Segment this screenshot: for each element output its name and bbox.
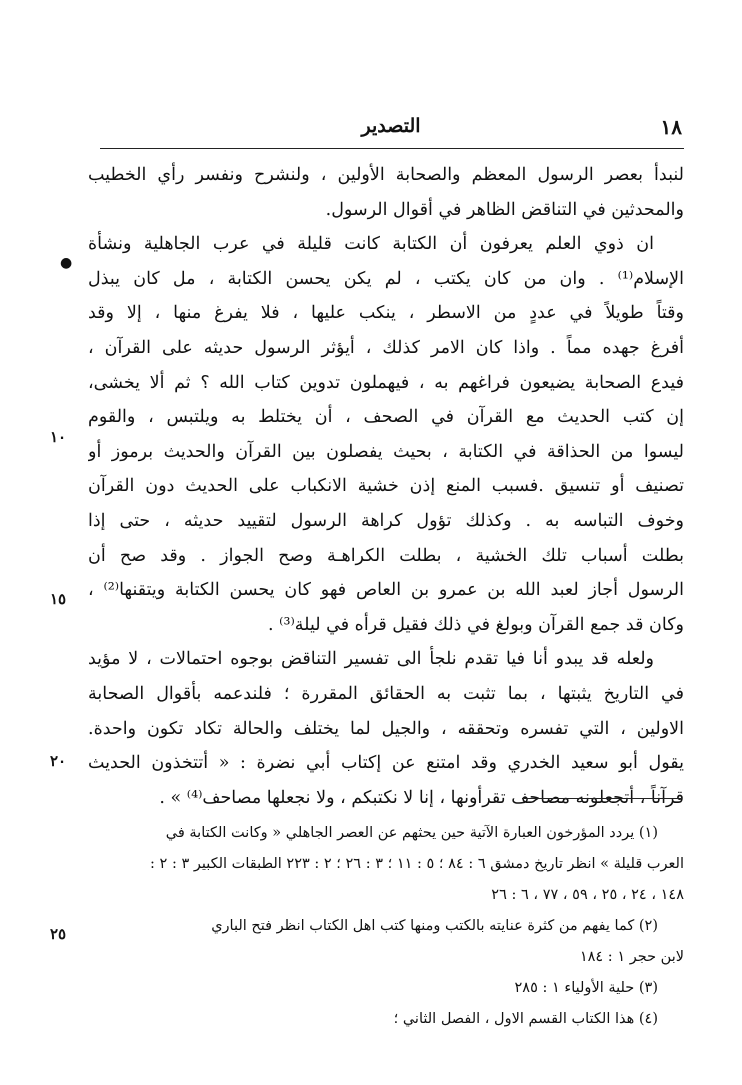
footnote-line: ١٤٨ ، ٢٤ ، ٢٥ ، ٥٩ ، ٧٧ ، ٦ : ٢٦: [491, 887, 684, 903]
body-line: الاولين ، التي تفسره وتحققه ، والجيل لما يختلف والحالة تكاد تكون واحدة.: [88, 718, 684, 739]
body-line: والمحدثين في التناقض الظاهر في أقوال الرسول.: [325, 199, 684, 220]
footnote-rule: [522, 798, 682, 799]
footnote-line: لابن حجر ١ : ١٨٤: [579, 949, 684, 965]
body-line: لنبدأ بعصر الرسول المعظم والصحابة الأولين ، ولنشرح ونفسر رأي الخطيب: [88, 165, 684, 185]
margin-line-number: ٢٠: [50, 752, 67, 770]
body-line: ان ذوي العلم يعرفون أن الكتابة كانت قليلة في عرب الجاهلية ونشأة: [88, 234, 654, 255]
footnote-line: (٣) حلية الأولياء ١ : ٢٨٥: [514, 980, 658, 996]
body-line: أفرغ جهده مماً . واذا كان الامر كذلك ، أيؤثر الرسول حديثه على القرآن ،: [88, 337, 684, 358]
margin-line-number: ٢٥: [50, 925, 67, 943]
page-number: ١٨: [660, 115, 682, 139]
body-line: إن كتب الحديث مع القرآن في الصحف ، أن يختلط به ويلتبس ، والقوم: [88, 407, 684, 428]
footnote-line: (٢) كما يفهم من كثرة عنايته بالكتب ومنها كتب اهل الكتاب انظر فتح الباري: [211, 918, 658, 934]
body-line: الإسلام⁽¹⁾ . وان من كان يكتب ، لم يكن يحسن الكتابة ، مل كان يبذل: [88, 268, 684, 289]
body-line: فيدع الصحابة يضيعون فراغهم به ، فيهملون تدوين كتاب الله ؟ ثم ألا يخشى،: [88, 372, 684, 393]
footnote-line: (١) يردد المؤرخون العبارة الآتية حين يحثهم عن العصر الجاهلي « وكانت الكتابة في: [165, 825, 658, 841]
body-line: ليسوا من الحذاقة في الكتابة ، بحيث يفصلون بين القرآن والحديث برموز أو: [88, 441, 684, 462]
margin-line-number: ١٠: [50, 428, 67, 446]
header-rule: [100, 148, 684, 149]
footnote-line: العرب قليلة » انظر تاريخ دمشق ٦ : ٨٤ ؛ ٥ : ١١ ؛ ٣ : ٢٦ ؛ ٢ : ٢٢٣ الطبقات الكبير ٣ : ٢ :: [150, 856, 684, 872]
running-title: التصدير: [361, 115, 421, 137]
body-line: وكان قد جمع القرآن وبولغ في ذلك فقيل قرأه في ليلة⁽³⁾ .: [268, 614, 684, 635]
body-line: وقتاً طويلاً في عددٍ من الاسطر ، ينكب عليها ، فلا يفرغ منها ، إلا وقد: [88, 303, 684, 324]
margin-dot: ●: [60, 255, 73, 271]
body-line: يقول أبو سعيد الخدري وقد امتنع عن إكتاب أبي نضرة : « أتتخذون الحديث: [88, 753, 684, 774]
margin-line-number: ١٥: [50, 590, 67, 608]
body-line: ولعله قد يبدو أنا فيا تقدم نلجأ الى تفسير التناقض بوجوه احتمالات ، لا مؤيد: [88, 649, 654, 670]
body-text: [88, 158, 684, 815]
body-line: في التاريخ يثبتها ، بما تثبت به الحقائق المقررة ؛ فلندعمه بأقوال الصحابة: [88, 683, 684, 704]
body-line: قرآناً ، أتجعلونه مصاحف تقرأونها ، إنا لا نكتبكم ، ولا نجعلها مصاحف⁽⁴⁾ » .: [159, 787, 684, 808]
body-line: الرسول أجاز لعبد الله بن عمرو بن العاص فهو كان يحسن الكتابة ويتقنها⁽²⁾ ،: [88, 580, 684, 601]
page-header: [100, 115, 682, 145]
body-line: تصنيف أو تنسيق .فسبب المنع إذن خشية الانكباب على الحديث دون القرآن: [88, 476, 684, 497]
footnote-line: (٤) هذا الكتاب القسم الاول ، الفصل الثاني ؛: [393, 1011, 658, 1027]
body-line: بطلت أسباب تلك الخشية ، بطلت الكراهـة وصح الجواز . وقد صح أن: [88, 545, 684, 566]
footnotes: [88, 818, 684, 1035]
body-line: وخوف التباسه به . وكذلك تؤول كراهة الرسول لتقييد حديثه ، حتى إذا: [88, 510, 684, 531]
